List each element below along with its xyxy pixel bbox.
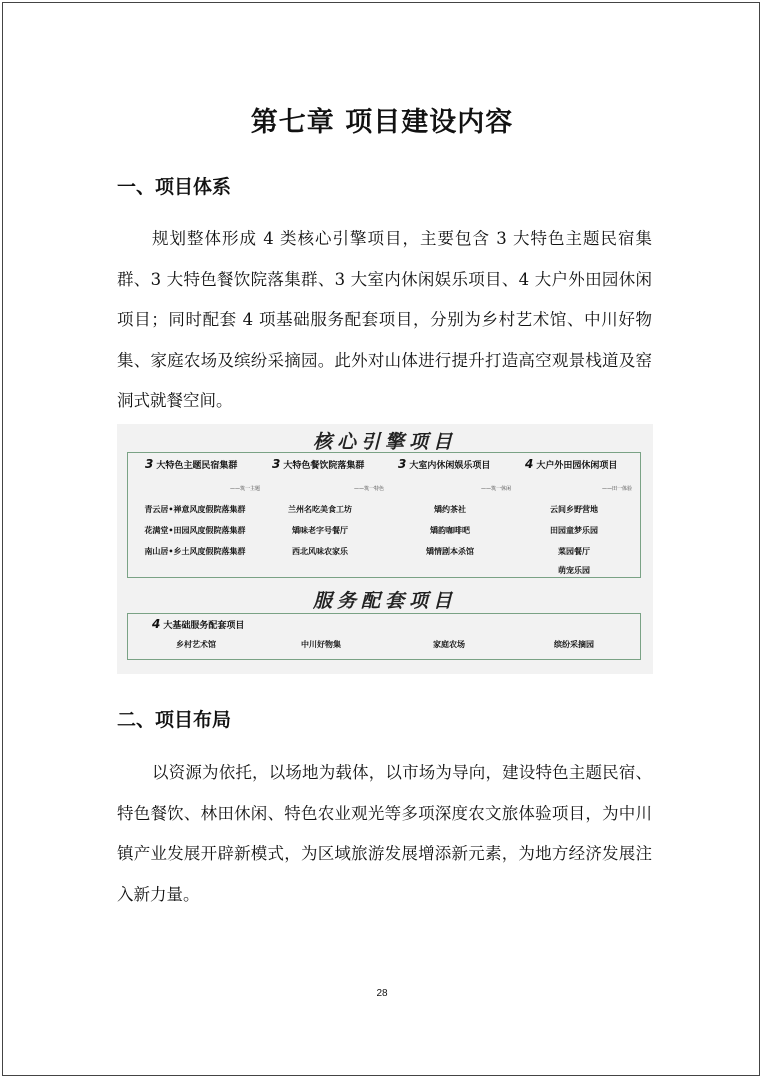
paragraph-line: 宿、特色餐饮、林田休闲、特色农业观光等多项深度农文旅体验项目，: [117, 763, 653, 823]
core-column-header: 3 大室内休闲娱乐项目: [398, 457, 491, 471]
service-item: 中川好物集: [301, 640, 341, 649]
paragraph-line: 为中川镇产业发展开辟新模式，为区域旅游发展增添新元素，为地方: [117, 803, 653, 863]
core-item: 花满堂•田园风度假院落集群: [144, 526, 246, 535]
paragraph-line: 以资源为依托，以场地为载体，以市场为导向，建设特色主题民: [152, 763, 619, 782]
core-column-header: 3 大特色主题民宿集群: [145, 457, 238, 471]
core-column-subtitle: ——筑一主题: [230, 486, 261, 492]
service-header: 4 大基础服务配套项目: [152, 617, 245, 631]
core-item: 青云居•禅意风度假院落集群: [144, 505, 246, 514]
core-item: 云间乡野营地: [550, 505, 598, 514]
paragraph-line: 好物集、家庭农场及缤纷采摘园。此外对山体进行提升打造高空观景: [117, 310, 652, 370]
core-column-header: 4 大户外田园休闲项目: [525, 457, 618, 471]
core-item: 矯约茶社: [434, 505, 466, 514]
section-1-heading: 一、项目体系: [117, 176, 232, 198]
service-title: 服务配套项目: [312, 590, 457, 612]
core-column-subtitle: ——筑一休闲: [481, 486, 512, 492]
core-item: 田园童梦乐园: [550, 526, 598, 535]
core-engine-box: [127, 452, 641, 578]
core-item: 矯味老字号餐厅: [292, 526, 348, 535]
service-item: 缤纷采摘园: [554, 640, 594, 649]
core-item: 矯情剧本杀馆: [426, 547, 474, 556]
core-item: 矯韵咖啡吧: [430, 526, 470, 535]
project-system-figure: [117, 424, 653, 674]
service-item: 乡村艺术馆: [176, 640, 216, 649]
paragraph-line: 群、3 大特色餐饮院落集群、3 大室内休闲娱乐项目、4 大户外田园休: [117, 269, 636, 289]
core-item: 兰州名吃美食工坊: [288, 505, 352, 514]
core-item: 西北风味农家乐: [292, 547, 348, 556]
paragraph-line: 闲项目；同时配套 4 项基础服务配套项目，分别为乡村艺术馆、中川: [117, 269, 652, 329]
core-item: 菜园餐厅: [558, 547, 590, 556]
section-2-paragraph: [117, 753, 652, 915]
section-2-heading: 二、项目布局: [117, 709, 232, 731]
service-box: [127, 613, 641, 660]
paragraph-line: 规划整体形成 4 类核心引擎项目，主要包含 3 大特色主题民宿集: [152, 229, 652, 248]
section-1-paragraph: [117, 219, 652, 422]
chapter-title: 第七章 项目建设内容: [250, 107, 514, 138]
core-item: 南山居•乡土风度假院落集群: [144, 547, 246, 556]
core-column-header: 3 大特色餐饮院落集群: [272, 457, 365, 471]
paragraph-line: 经济发展注入新力量。: [117, 844, 653, 904]
page-number: 28: [376, 988, 388, 999]
core-column-subtitle: ——筑一特色: [354, 486, 385, 492]
service-item: 家庭农场: [433, 640, 465, 649]
core-engine-title: 核心引擎项目: [312, 431, 457, 453]
paragraph-line: 栈道及窑洞式就餐空间。: [117, 350, 653, 410]
core-column-subtitle: ——田一体验: [602, 486, 633, 492]
core-item: 萌宠乐园: [558, 566, 590, 575]
